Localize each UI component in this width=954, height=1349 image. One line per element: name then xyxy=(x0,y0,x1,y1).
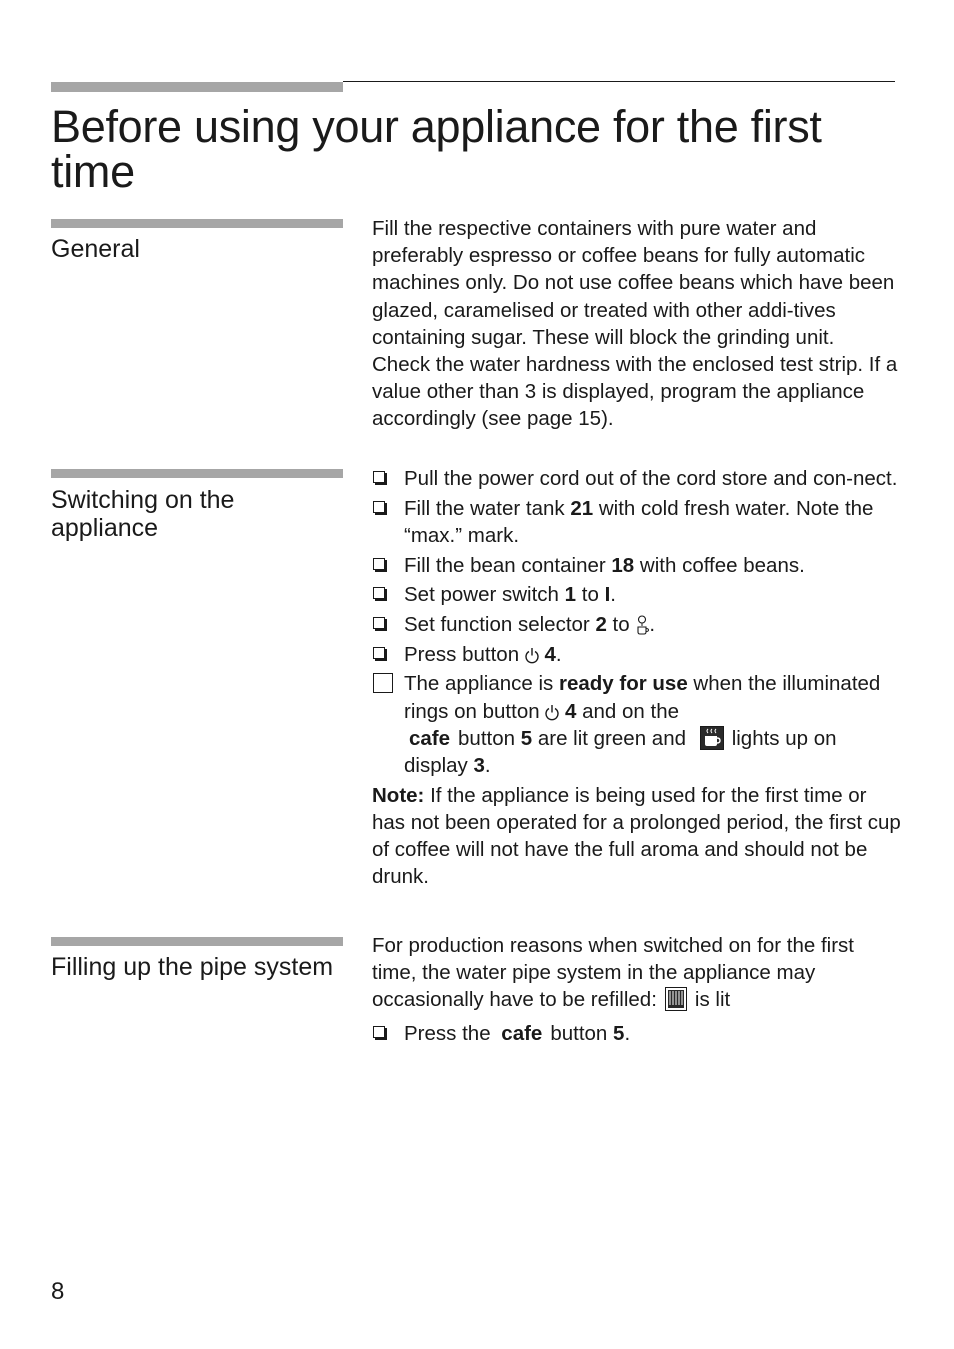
checkbox-bullet-icon xyxy=(373,1026,385,1038)
switching-steps xyxy=(372,465,902,779)
general-para-1: Fill the respective containers with pure water and preferably espresso or coffee beans for fully automatic machines only. Do not use coffee beans which have been glazed, caramelised or treated with other addi-tives containing sugar. These will block the grinding unit. xyxy=(372,217,895,349)
power-icon xyxy=(525,647,539,664)
switching-body xyxy=(372,465,902,891)
filling-steps xyxy=(372,1020,902,1047)
filling-body xyxy=(372,932,902,1049)
checkbox-bullet-icon xyxy=(373,501,385,513)
checkbox-bullet-icon xyxy=(373,647,385,659)
list-item: Fill the bean container 18 with coffee beans. xyxy=(372,552,902,579)
cafe-button-label: cafe xyxy=(409,726,451,750)
result-item: The appliance is ready for use when the illuminated rings on button 4 and on the cafe button 5 are lit green and lights up on display 3. xyxy=(372,670,902,779)
general-body xyxy=(372,215,902,433)
filling-para: For production reasons when switched on for the first time, the water pipe system in the appliance may occasionally have to be refilled: is lit xyxy=(372,934,854,1012)
note-label: Note: xyxy=(372,783,425,807)
list-item: Pull the power cord out of the cord store and con-nect. xyxy=(372,465,902,492)
cup-icon xyxy=(635,615,649,635)
title-rule xyxy=(343,81,895,82)
checkbox-bullet-icon xyxy=(373,471,385,483)
coffee-display-icon xyxy=(700,726,724,750)
list-item: Set function selector 2 to . xyxy=(372,611,902,638)
page-title: Before using your appliance for the first time xyxy=(51,101,822,197)
checkbox-bullet-icon xyxy=(373,617,385,629)
list-item: Fill the water tank 21 with cold fresh water. Note the “max.” mark. xyxy=(372,495,902,549)
section-bar-general xyxy=(51,219,343,228)
section-bar-switching xyxy=(51,469,343,478)
cafe-button-label: cafe xyxy=(501,1021,543,1045)
result-box-icon xyxy=(373,673,393,693)
list-item: Set power switch 1 to I. xyxy=(372,581,902,608)
power-icon xyxy=(545,704,559,721)
title-accent-bar xyxy=(51,82,343,92)
heading-switching: Switching on the appliance xyxy=(51,486,235,542)
checkbox-bullet-icon xyxy=(373,587,385,599)
list-item: Press the cafe button 5. xyxy=(372,1020,902,1047)
general-para-2: Check the water hardness with the enclosed test strip. If a value other than 3 is displayed, program the appliance accordingly (see page 15). xyxy=(372,353,898,431)
note-paragraph: Note: If the appliance is being used for the first time or has not been operated for a prolonged period, the first cup of coffee will not have the full aroma and should not be drunk. xyxy=(372,783,901,889)
heading-general: General xyxy=(51,235,140,263)
section-bar-filling xyxy=(51,937,343,946)
checkbox-bullet-icon xyxy=(373,558,385,570)
page-number: 8 xyxy=(51,1278,65,1305)
pipe-display-icon xyxy=(665,987,687,1011)
heading-filling: Filling up the pipe system xyxy=(51,953,334,981)
list-item: Press button 4. xyxy=(372,641,902,668)
